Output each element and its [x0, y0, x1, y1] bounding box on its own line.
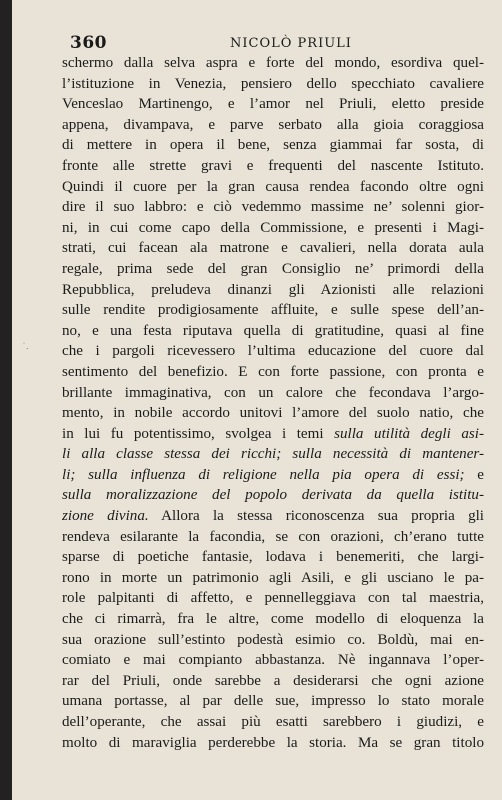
- text-segment: sulle rendite prodigiosamente affluite, e sulle spese dell’an-: [62, 302, 484, 319]
- text-line: [62, 280, 484, 301]
- text-line: [62, 74, 484, 95]
- text-line: [62, 485, 484, 506]
- text-line: [62, 197, 484, 218]
- text-line: [62, 177, 484, 198]
- text-segment: brillante immaginativa, con un calore che fecondava l’argo-: [62, 384, 484, 401]
- text-line: [62, 712, 484, 733]
- body-text: [62, 53, 484, 753]
- text-line: [62, 300, 484, 321]
- running-head: NICOLÒ PRIULI: [230, 36, 352, 51]
- page-header: [70, 33, 480, 53]
- text-line: [62, 691, 484, 712]
- text-line: [62, 259, 484, 280]
- text-line: [62, 733, 484, 754]
- italic-text: li; sulla influenza di religione nella pia opera di essi;: [62, 466, 465, 483]
- text-segment: rar del Priuli, onde sarebbe a desiderarsi che ogni azione: [62, 672, 484, 689]
- text-segment: no, e una festa riputava quella di gratitudine, quasi al fine: [62, 322, 484, 339]
- text-line: [62, 465, 484, 486]
- text-segment: fronte alle strette gravi e frequenti del nascente Istituto.: [62, 157, 484, 174]
- text-segment: in lui fu potentissimo, svolgea i temi: [62, 425, 335, 442]
- text-segment: regale, prima sede del gran Consiglio ne’ primordi della: [62, 260, 484, 277]
- text-segment: Allora la stessa riconoscenza sua propria gli: [148, 508, 484, 525]
- text-line: [62, 630, 484, 651]
- text-segment: dire il suo labbro: e ciò vedemmo massime ne’ solenni gior-: [62, 199, 484, 216]
- text-segment: Repubblica, preludeva dinanzi gli Azionisti alle relazioni: [62, 281, 484, 298]
- text-segment: Venceslao Martinengo, e l’amor nel Priuli, eletto preside: [62, 96, 484, 113]
- text-line: [62, 362, 484, 383]
- text-segment: che ci rimarrà, fra le altre, come modello di eloquenza la: [62, 611, 484, 628]
- text-segment: e: [464, 466, 484, 483]
- text-segment: ni, in cui come capo della Commissione, e presenti i Magi-: [62, 219, 484, 236]
- text-segment: schermo dalla selva aspra e forte del mondo, esordiva quel-: [62, 55, 484, 71]
- text-segment: che i pargoli ricevessero l’ultima educazione del cuore dal: [62, 343, 484, 360]
- text-line: [62, 547, 484, 568]
- italic-text: li alla classe stessa dei ricchi; sulla necessità di mantener-: [62, 446, 484, 463]
- text-line: [62, 609, 484, 630]
- text-segment: role palpitanti di affetto, e pennelleggiava con tal maestria,: [62, 590, 484, 607]
- text-line: [62, 424, 484, 445]
- italic-text: zione divina.: [62, 508, 149, 525]
- text-line: [62, 341, 484, 362]
- text-segment: mento, in nobile accordo unitovi l’amore del suolo natio, che: [62, 405, 484, 422]
- text-line: [62, 218, 484, 239]
- text-line: [62, 568, 484, 589]
- text-segment: rendeva esilarante la facondia, se con orazioni, ch’erano tutte: [62, 528, 484, 545]
- text-line: [62, 671, 484, 692]
- text-line: [62, 238, 484, 259]
- text-segment: di mettere in opera il bene, senza giammai far sosta, di: [62, 137, 484, 154]
- text-segment: appena, divampava, e parve serbato alla gioia coraggiosa: [62, 116, 484, 133]
- text-segment: strati, cui facean ala matrone e cavalieri, nella dorata aula: [62, 240, 484, 257]
- text-line: [62, 588, 484, 609]
- text-line: [62, 444, 484, 465]
- text-line: [62, 94, 484, 115]
- text-segment: sentimento del benefizio. E con forte passione, con pronta e: [62, 363, 484, 380]
- text-segment: l’istituzione in Venezia, pensiero dello specchiato cavaliere: [62, 75, 484, 92]
- book-page: [12, 0, 502, 800]
- text-line: [62, 527, 484, 548]
- text-line: [62, 403, 484, 424]
- text-line: [62, 115, 484, 136]
- text-line: [62, 135, 484, 156]
- italic-text: sulla utilità degli asi-: [334, 425, 484, 442]
- text-line: [62, 321, 484, 342]
- text-line: [62, 383, 484, 404]
- text-line: [62, 650, 484, 671]
- text-segment: comiato e mai compianto abbastanza. Nè ingannava l’oper-: [62, 652, 484, 669]
- text-segment: molto di maraviglia perderebbe la storia. Ma se gran titolo: [62, 734, 484, 751]
- text-segment: umana portasse, al par delle sue, impresso lo stato morale: [62, 693, 484, 710]
- margin-mark: ˙.: [22, 342, 29, 351]
- text-line: [62, 156, 484, 177]
- text-segment: dell’operante, che assai più esatti sarebbero i giudizi, e: [62, 714, 484, 730]
- text-line: [62, 506, 484, 527]
- italic-text: sulla moralizzazione del popolo derivata da quella istitu-: [62, 487, 484, 504]
- text-segment: rono in morte un patrimonio agli Asili, e gli usciano le pa-: [62, 569, 484, 586]
- text-segment: sua orazione sull’estinto podestà esimio co. Boldù, mai en-: [62, 631, 484, 648]
- text-segment: Quindi il cuore per la gran causa rendea facondo oltre ogni: [62, 178, 484, 195]
- text-line: [62, 53, 484, 74]
- text-segment: sparse di poetiche fantasie, lodava i benemeriti, che largi-: [62, 549, 484, 566]
- page-number: 360: [70, 33, 107, 53]
